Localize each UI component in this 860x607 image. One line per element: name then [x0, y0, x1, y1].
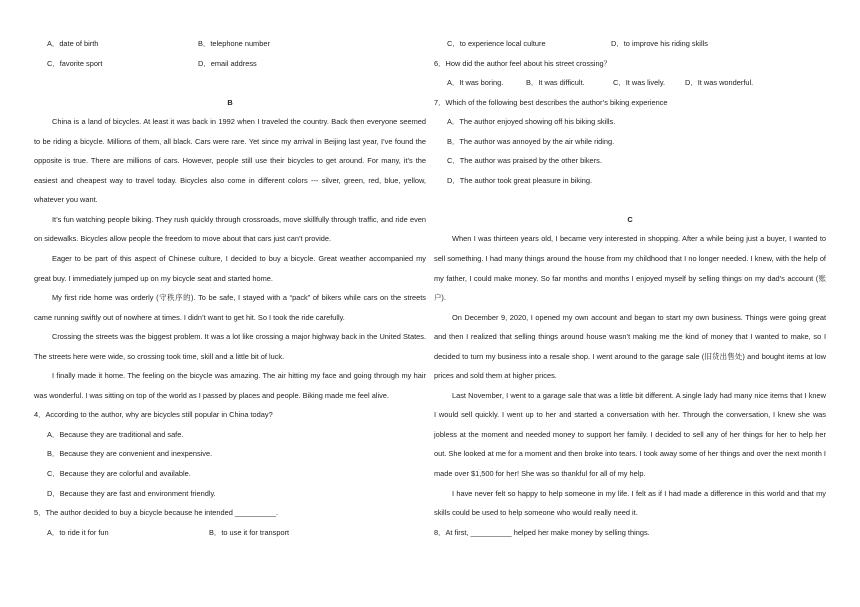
question-4-option-c: C．Because they are colorful and available.: [47, 469, 191, 479]
question-6-option-b: B．It was difficult.: [526, 78, 585, 88]
question-4-stem: 4．According to the author, why are bicycles still popular in China today?: [34, 410, 273, 420]
question-6-option-a: A．It was boring.: [447, 78, 504, 88]
question-6-option-c: C．It was lively.: [613, 78, 666, 88]
question-5-options-row-2: [434, 34, 826, 54]
question-7-option-b: B．The author was annoyed by the air while riding.: [447, 136, 615, 146]
question-5-option-a: A．to ride it for fun: [47, 527, 109, 537]
question-6-option-d: D．It was wonderful.: [685, 78, 754, 88]
question-5-option-c: C．to experience local culture: [447, 39, 546, 48]
q3-options-row-2: [34, 54, 426, 74]
question-5-options-row-1: [34, 523, 426, 543]
passage-b-paragraph-2: It’s fun watching people biking. They rush quickly through crossroads, move skillfully through traffic, and ride even on sidewalks. Bicycles allow people the freedom to move about that cars just can’t provide.: [34, 214, 426, 244]
question-8-stem: 8．At first, __________ helped her make money by selling things.: [434, 527, 650, 537]
question-5-option-b: B．to use it for transport: [209, 527, 290, 537]
section-c-heading: C: [627, 214, 633, 224]
passage-b-paragraph-6: I finally made it home. The feeling on the bicycle was amazing. The air hitting my face and going through my hair was wonderful. I was sitting on top of the world as I passed by places and people. Biking made me feel alive.: [34, 371, 426, 400]
option-c: C．favorite sport: [47, 58, 103, 68]
question-7-option-d: D．The author took great pleasure in biking.: [447, 175, 593, 185]
section-b-heading: B: [227, 97, 233, 107]
question-5-option-d: D．to improve his riding skills: [611, 39, 708, 48]
question-7-option-c: C．The author was praised by the other bikers.: [447, 156, 602, 166]
right-column: [434, 34, 826, 542]
option-a: A．date of birth: [47, 39, 99, 48]
question-5-stem: 5．The author decided to buy a bicycle because he intended __________.: [34, 508, 279, 518]
passage-c-paragraph-3: Last November, I went to a garage sale that was a little bit different. A single lady had many nice items that I knew I would sell quickly. I went up to her and started a conversation with her. Through the conversation, I knew she was jobless at the moment and needed money to support her family. I decided to sell any of her things for her to help her out. She looked at me for a moment and then broke into tears. I took away some of her things and over the next month I made over $1,500 for her! She was so thankful for all of my help.: [434, 390, 826, 479]
passage-c-paragraph-1: When I was thirteen years old, I became very interested in shopping. After a while being just a buyer, I wanted to sell something. I had many things around the house from my childhood that I no longer needed. I knew, with the help of my father, I could make money. So far months and months I enjoyed myself by selling things on my dad’s account (账户).: [434, 234, 826, 303]
question-4-option-d: D．Because they are fast and environment friendly.: [47, 488, 216, 498]
option-d: D．email address: [198, 58, 257, 68]
passage-b-paragraph-4: My first ride home was orderly (守秩序的). To be safe, I stayed with a “pack” of bikers while cars on the streets came running swiftly out of nowhere at times. I didn’t want to get hit. So I took the ride carefully.: [34, 293, 426, 322]
question-6-stem: 6．How did the author feel about his street crossing？: [434, 58, 612, 68]
left-column: [34, 34, 426, 542]
question-6-options: [434, 73, 826, 93]
question-4-option-b: B．Because they are convenient and inexpensive.: [47, 449, 213, 459]
passage-c-paragraph-2: On December 9, 2020, I opened my own account and began to start my own business. Things were going great and then I realized that selling things around house wasn’t making me the kind of money that I wanted to make, so I decided to turn my business into a resale shop. I went around to the garage sale (旧货出售处) and bought items at low prices and sold them at higher prices.: [434, 312, 826, 381]
question-7-option-a: A．The author enjoyed showing off his biking skills.: [447, 117, 616, 127]
passage-b-paragraph-3: Eager to be part of this aspect of Chinese culture, I decided to buy a bicycle. Great weather accompanied my great buy. I immediately jumped up on my bicycle seat and started home.: [34, 254, 426, 283]
option-b: B．telephone number: [198, 39, 270, 48]
passage-b-paragraph-5: Crossing the streets was the biggest problem. It was a lot like crossing a major highway back in the United States. The streets here were wide, so crossing took time, skill and a little bit of luck.: [34, 332, 426, 361]
q3-options-row-1: [34, 34, 426, 54]
question-7-stem: 7．Which of the following best describes the author’s biking experience: [434, 97, 668, 107]
passage-c-paragraph-4: I have never felt so happy to help someone in my life. I felt as if I had made a difference in this world and that my skills could be used to help someone who would really need it.: [434, 488, 826, 518]
question-4-option-a: A．Because they are traditional and safe.: [47, 429, 184, 439]
passage-b-paragraph-1: China is a land of bicycles. At least it was back in 1992 when I traveled the country. Back then everyone seemed to be riding a bicycle. Millions of them, all black. Cars were rare. Yet since my arrival in Beijing last year, I’ve found the opposite is true. There are millions of cars. However, people still use their bicycles to get around. For many, it’s the easiest and cheapest way to travel today. Bicycles also come in different colors --- silver, green, red, blue, yellow, whatever you want.: [34, 117, 426, 205]
